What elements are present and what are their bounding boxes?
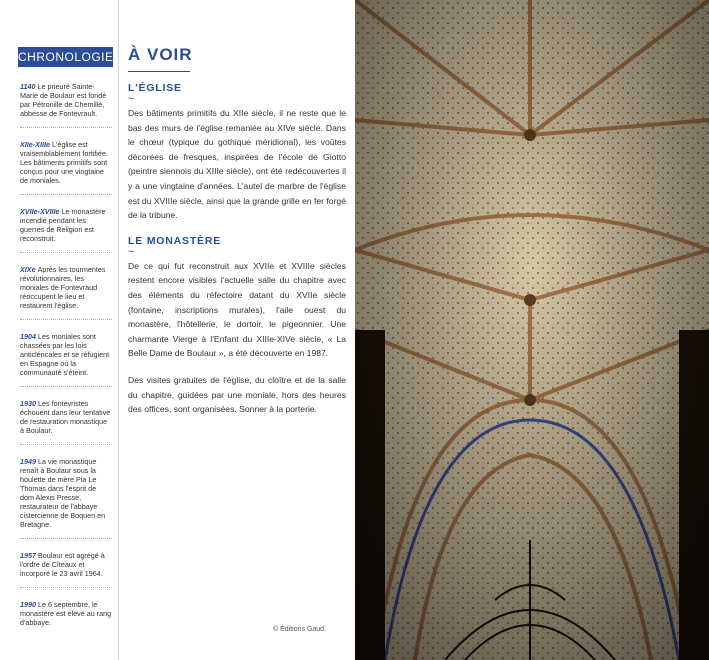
chronology-sidebar (0, 0, 119, 660)
tilde-ornament: ~ (128, 93, 135, 105)
heading-rule (128, 71, 190, 72)
chronology-text: Le prieuré Sainte-Marie de Boulaur est fondé par Pétronille de Chemillé, abbesse de Fontevrault. (20, 82, 107, 118)
chronology-title: CHRONOLOGIE (18, 47, 113, 67)
photo-credit: © Éditions Gaud. (273, 626, 327, 633)
chronology-item (20, 140, 112, 195)
chronology-item (20, 600, 112, 627)
section-paragraph: De ce qui fut reconstruit aux XVIIe et XVIIIe siècles restent encore visibles l'actuelle salle du chapitre avec des éléments du réfectoire datant du XVIIe siècle (fontaine, inscriptions murales), l'aile ouest du monastère, l'hôtellerie, le dortoir, le pigeonnier. Une charmante Vierge à l'Enfant du XIIIe-XIVe siècle, « La Belle Dame de Boulaur », a été découverte en 1987. (128, 260, 346, 359)
vaulted-ceiling-photo (355, 0, 709, 660)
chronology-text: Les moniales sont chassées par les lois anticléricales et se réfugient en Espagne où la communauté s'éteint. (20, 332, 110, 377)
chronology-year: 1930 (20, 399, 36, 408)
chronology-item (20, 399, 112, 445)
section-title-eglise: L'ÉGLISE (128, 82, 182, 94)
chronology-year: 1990 (20, 600, 36, 609)
chronology-item (20, 332, 112, 387)
chronology-list (20, 82, 112, 641)
section-paragraph: Des visites gratuites de l'église, du cloître et de la salle du chapitre, guidées par une moniale, hors des heures des offices, sont organisées. Sonner à la porterie. (128, 374, 346, 415)
chronology-text: Après les tourmentes révolutionnaires, les moniales de Fontevraud réoccupent le lieu et restaurent l'église. (20, 265, 106, 310)
chronology-text: Le 6 septembre, le monastère est élevé au rang d'abbaye. (20, 600, 112, 627)
chronology-item (20, 551, 112, 588)
page-heading: À VOIR (128, 45, 193, 64)
chronology-text: La vie monastique renaît à Boulaur sous la houlette de mère Pia Le Thomas dans l'esprit de dom Alexis Presse, restaurateur de l'abbaye cistercienne de Boquen en Bretagne. (20, 457, 106, 529)
chronology-item (20, 207, 112, 253)
main-text-column (128, 45, 346, 429)
chronology-year: 1140 (20, 82, 36, 91)
chronology-year: 1904 (20, 332, 36, 341)
section-paragraph: Des bâtiments primitifs du XIIe siècle, il ne reste que le bas des murs de l'église remaniée au XIVe siècle. Dans le chœur (typique du gothique méridional), les voûtes décorées de fresques, inspirées de l'école de Giotto (peintre siennois du XIIIe siècle), ont été redécouvertes il y a une vingtaine d'années. L'autel de marbre de l'église est du XVIIIe siècle, ainsi que la grande grille en fer forgé de la tribune. (128, 108, 346, 221)
chronology-year: XIIe-XIIIe (20, 140, 50, 149)
chronology-year: 1957 (20, 551, 36, 560)
chronology-year: XVIIe-XVIIIe (20, 207, 60, 216)
section-title-monastere: LE MONASTÈRE (128, 234, 222, 247)
chronology-text: Boulaur est agrégé à l'ordre de Cîteaux et incorporé le 23 avril 1964. (20, 551, 105, 578)
chronology-item (20, 82, 112, 128)
chronology-year: XIXe (20, 265, 36, 274)
chronology-text: L'église est vraisemblablement fortifiée. Les bâtiments primitifs sont conçus pour une vingtaine de moniales. (20, 140, 108, 185)
chronology-item (20, 457, 112, 539)
tilde-ornament: ~ (128, 245, 135, 258)
chronology-item (20, 265, 112, 320)
chronology-text: Les fontevristes échouent dans leur tentative de restauration monastique à Boulaur. (20, 399, 111, 435)
chronology-year: 1949 (20, 457, 36, 466)
chronology-text: Le monastère incendié pendant les guerres de Religion est reconstruit. (20, 207, 106, 243)
